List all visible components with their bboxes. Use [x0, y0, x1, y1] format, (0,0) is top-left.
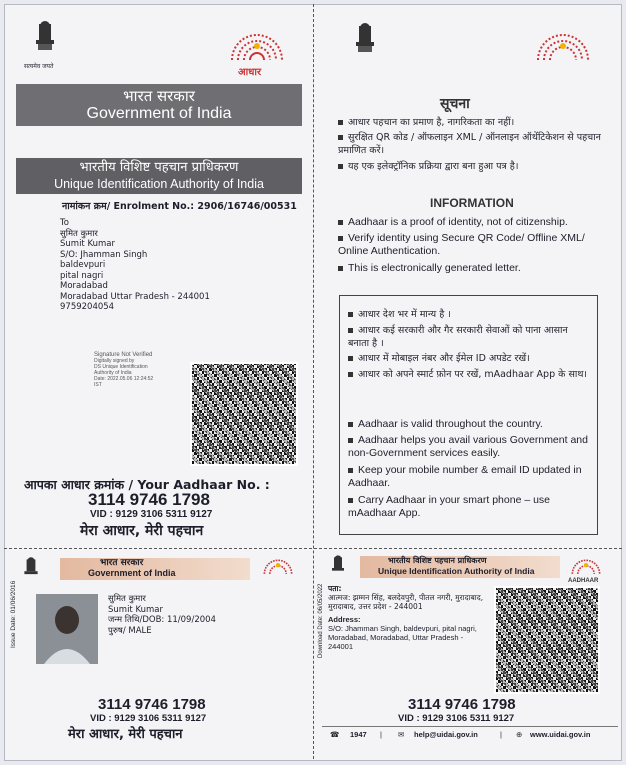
card-uidai-english: Unique Identification Authority of India — [378, 566, 535, 576]
aadhaar-logo-text-en: AADHAAR — [568, 578, 599, 584]
help-email: help@uidai.gov.in — [414, 730, 478, 739]
card-holder-details — [108, 594, 216, 636]
benefit-hindi: आधार में मोबाइल नंबर और ईमेल ID अपडेट रखें। — [348, 352, 588, 365]
address-line: Sumit Kumar — [60, 239, 115, 249]
digital-signature-block — [94, 352, 153, 388]
aadhaar-number: 3114 9746 1798 — [88, 490, 210, 509]
aadhaar-logo-text: आधार — [238, 67, 262, 78]
card-uidai-band — [360, 556, 560, 578]
signature-detail: Digitally signed by — [94, 358, 135, 364]
address-line: सुमित कुमार — [60, 228, 98, 239]
address-line: Moradabad — [60, 281, 108, 291]
card-gov-hindi: भारत सरकार — [100, 558, 144, 568]
card-back-vid-number: VID : 9129 3106 5311 9127 — [398, 713, 515, 724]
hindi-info-item: सुरक्षित QR कोड / ऑफलाइन XML / ऑनलाइन ऑथेंटिकेशन से पहचान प्रमाणित करें। — [338, 132, 601, 156]
globe-icon: ⊕ — [516, 730, 523, 739]
card-vid-number: VID : 9129 3106 5311 9127 — [90, 713, 207, 724]
enrolment-number: नामांकन क्रम/ Enrolment No.: 2906/16746/00531 — [62, 201, 297, 212]
emblem-caption: सत्यमेव जयते — [24, 63, 54, 70]
holder-photo — [36, 594, 98, 664]
card-uidai-hindi: भारतीय विशिष्ट पहचान प्राधिकरण — [388, 556, 487, 565]
national-emblem-icon — [20, 556, 42, 582]
card-back-aadhaar-number: 3114 9746 1798 — [408, 696, 516, 713]
address-line: Moradabad Uttar Pradesh - 244001 — [60, 291, 210, 302]
benefit-english: Aadhaar helps you avail various Government and non-Government services easily. — [348, 434, 588, 459]
card-gov-band — [60, 558, 250, 580]
address-label-english: Address: — [328, 615, 361, 624]
address-line: baldevpuri — [60, 260, 106, 270]
website-url: www.uidai.gov.in — [530, 730, 591, 739]
email-icon: ✉ — [398, 730, 405, 739]
benefit-english: Keep your mobile number & email ID updated in Aadhaar. — [348, 464, 582, 489]
english-info-item: Aadhaar is a proof of identity, not of citizenship. — [338, 216, 608, 229]
uidai-hindi: भारतीय विशिष्ट पहचान प्राधिकरण — [79, 160, 239, 175]
national-emblem-icon — [328, 554, 348, 578]
information-heading: INFORMATION — [430, 196, 514, 210]
front-qr-code — [190, 362, 298, 466]
contact-footer: ☎ 1947 | ✉ help@uidai.gov.in | ⊕ www.uidai.gov.in — [322, 726, 618, 743]
download-date: Download Date: 06/05/2022 — [318, 583, 324, 658]
aadhaar-logo-icon — [530, 32, 596, 74]
signature-detail: Authority of India — [94, 370, 132, 376]
government-band — [16, 84, 302, 126]
hindi-info-item: यह एक इलेक्ट्रॉनिक प्रक्रिया द्वारा बना हुआ पत्र है। — [338, 160, 608, 173]
government-english: Government of India — [86, 105, 232, 122]
holder-dob: जन्म तिथि/DOB: 11/09/2004 — [108, 615, 216, 625]
address-line: pital nagri — [60, 270, 104, 281]
vid-number: VID : 9129 3106 5311 9127 — [90, 509, 213, 520]
benefit-english: Aadhaar is valid throughout the country. — [348, 418, 588, 431]
hindi-info-item: आधार पहचान का प्रमाण है, नागरिकता का नहीं। — [338, 116, 608, 129]
tagline: मेरा आधार, मेरी पहचान — [80, 523, 204, 539]
government-hindi: भारत सरकार — [123, 87, 195, 105]
to-label: To — [60, 218, 69, 228]
benefit-hindi: आधार कई सरकारी और गैर सरकारी सेवाओं को पाना आसान बनाता है । — [348, 325, 568, 349]
national-emblem-icon — [350, 22, 380, 56]
benefit-hindi: आधार को अपने स्मार्ट फ़ोन पर रखें, mAadhaar App के साथ। — [348, 368, 588, 381]
phone-icon: ☎ — [330, 730, 340, 739]
horizontal-cut-line — [4, 548, 622, 549]
address-hindi: आत्मज: झम्मन सिंह, बलदेवपुरी, पीतल नगरी, मुरादाबाद, मुरादाबाद, उत्तर प्रदेश - 244001 — [328, 593, 484, 611]
national-emblem-icon — [30, 20, 60, 54]
card-address-block — [328, 584, 488, 651]
aadhaar-logo-icon — [260, 556, 296, 582]
signature-detail: DS Unique Identification — [94, 364, 148, 370]
vertical-fold-line — [313, 4, 314, 759]
holder-name-english: Sumit Kumar — [108, 604, 163, 615]
address-label-hindi: पता: — [328, 584, 342, 593]
issue-date: Issue Date: 01/06/2016 — [10, 580, 17, 648]
recipient-address — [60, 218, 210, 313]
english-info-item: This is electronically generated letter. — [338, 262, 608, 275]
uidai-band — [16, 158, 302, 194]
back-qr-code — [494, 586, 600, 694]
holder-gender: पुरुष/ MALE — [108, 625, 152, 636]
holder-name-hindi: सुमित कुमार — [108, 594, 146, 604]
benefit-hindi: आधार देश भर में मान्य है । — [348, 308, 588, 321]
signature-detail: Date: 2022.05.06 12:24:52 — [94, 376, 154, 382]
address-english: S/O: Jhamman Singh, baldevpuri, pital nagri, Moradabad, Moradabad, Uttar Pradesh - 244001 — [328, 624, 477, 651]
address-line: S/O: Jhamman Singh — [60, 249, 148, 260]
card-gov-english: Government of India — [88, 568, 176, 578]
notice-heading-hindi: सूचना — [440, 96, 470, 112]
person-photo-icon — [36, 594, 98, 664]
helpline-number: 1947 — [350, 730, 367, 739]
english-info-item: Verify identity using Secure QR Code/ Offline XML/ Online Authentication. — [338, 232, 585, 257]
signature-detail: IST — [94, 382, 102, 388]
address-line: 9759204054 — [60, 302, 115, 312]
uidai-english: Unique Identification Authority of India — [54, 177, 264, 191]
benefit-english: Carry Aadhaar in your smart phone – use mAadhaar App. — [348, 494, 551, 519]
card-aadhaar-number: 3114 9746 1798 — [98, 696, 206, 713]
card-tagline: मेरा आधार, मेरी पहचान — [68, 727, 183, 742]
your-aadhaar-label: आपका आधार क्रमांक / Your Aadhaar No. : — [24, 477, 270, 492]
signature-status: Signature Not Verified — [94, 352, 153, 358]
